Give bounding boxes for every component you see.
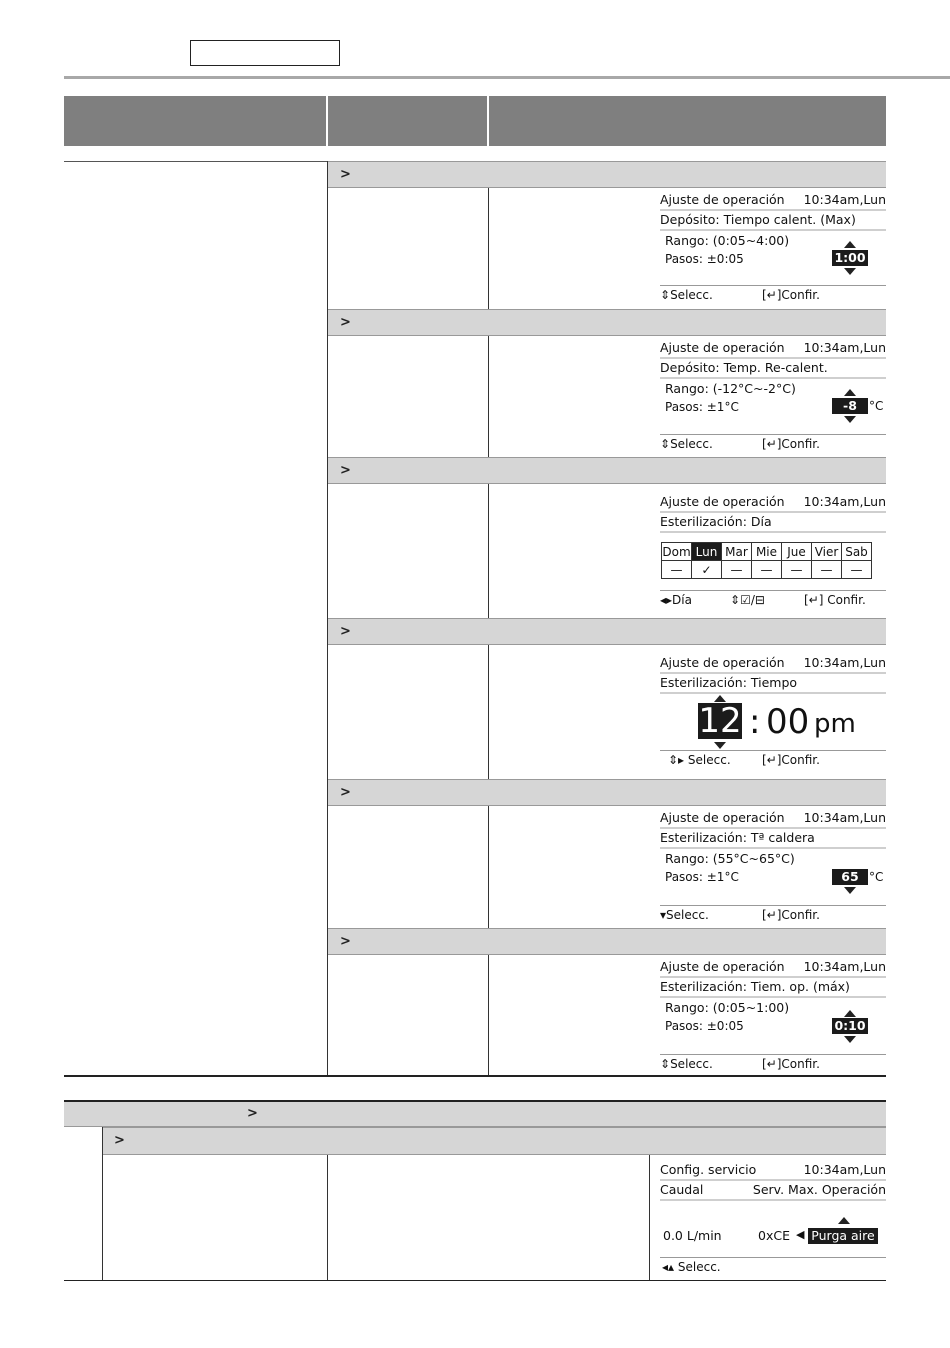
top-divider bbox=[64, 76, 950, 79]
chevron-right-icon: > bbox=[340, 934, 351, 949]
select-hint: ◂▴ Selecc. bbox=[662, 1260, 721, 1274]
screen-subheader bbox=[660, 1182, 886, 1197]
section-row bbox=[328, 928, 886, 955]
screen-divider bbox=[660, 229, 886, 231]
value-box: 1:00 bbox=[832, 250, 868, 266]
confirm-hint: [↵]Confir. bbox=[762, 908, 820, 922]
chevron-right-icon: > bbox=[247, 1106, 258, 1121]
section-row bbox=[64, 1100, 886, 1127]
range-text: Rango: (0:05~1:00) bbox=[665, 1000, 790, 1015]
arrow-up-icon bbox=[844, 389, 856, 396]
day-hint-label: Día bbox=[672, 593, 692, 607]
day-grid bbox=[661, 542, 872, 579]
hour-value: 12 bbox=[698, 701, 742, 741]
screen-title: Ajuste de operación bbox=[660, 655, 785, 670]
arrow-up-icon bbox=[844, 1010, 856, 1017]
section-row bbox=[328, 457, 886, 484]
day-cell[interactable]: Sab bbox=[842, 543, 872, 561]
screen-divider bbox=[660, 976, 886, 978]
chevron-right-icon: > bbox=[114, 1133, 125, 1148]
select-label: Selecc. bbox=[670, 288, 713, 302]
flow-value: 0.0 L/min bbox=[663, 1228, 722, 1243]
check-cell[interactable]: — bbox=[842, 561, 872, 579]
check-cell[interactable]: ✓ bbox=[692, 561, 722, 579]
arrow-down-icon bbox=[844, 887, 856, 894]
header-separator bbox=[487, 96, 489, 146]
day-cell[interactable]: Mie bbox=[752, 543, 782, 561]
range-text: Rango: (0:05~4:00) bbox=[665, 233, 790, 248]
screen-divider bbox=[660, 531, 886, 533]
screen-divider bbox=[660, 827, 886, 829]
unit-label: °C bbox=[869, 870, 884, 884]
chevron-right-icon: > bbox=[340, 624, 351, 639]
screen-divider bbox=[660, 377, 886, 379]
column-divider bbox=[327, 1155, 328, 1280]
arrow-down-icon bbox=[844, 268, 856, 275]
confirm-hint: [↵] Confir. bbox=[804, 593, 866, 607]
day-cell[interactable]: Vier bbox=[812, 543, 842, 561]
range-text: Rango: (-12°C~-2°C) bbox=[665, 381, 796, 396]
screen-time: 10:34am,Lun bbox=[803, 810, 886, 825]
table-rule bbox=[64, 1280, 886, 1281]
check-cell[interactable]: — bbox=[722, 561, 752, 579]
arrow-up-icon bbox=[844, 241, 856, 248]
screen-divider bbox=[660, 672, 886, 674]
chevron-right-icon: > bbox=[340, 785, 351, 800]
screen-time: 10:34am,Lun bbox=[803, 655, 886, 670]
screen-header bbox=[660, 810, 886, 825]
screen-time: 10:34am,Lun bbox=[803, 192, 886, 207]
screen-divider bbox=[660, 285, 886, 286]
screen-header bbox=[660, 494, 886, 509]
arrow-down-icon bbox=[844, 416, 856, 423]
value-box: 0:10 bbox=[832, 1018, 868, 1034]
flow-label: Caudal bbox=[660, 1182, 704, 1197]
lcd-screen-boiler-temp bbox=[660, 810, 886, 924]
screen-subtitle: Depósito: Tiempo calent. (Max) bbox=[660, 212, 856, 227]
range-text: Rango: (55°C~65°C) bbox=[665, 851, 795, 866]
check-hint-label: ☑/⊟ bbox=[740, 593, 765, 607]
check-cell[interactable]: — bbox=[662, 561, 692, 579]
screen-title: Ajuste de operación bbox=[660, 959, 785, 974]
ampm-value: pm bbox=[814, 709, 856, 739]
select-hint: ⇕Selecc. bbox=[660, 1057, 713, 1071]
select-hint: ▾Selecc. bbox=[660, 908, 709, 922]
select-label: Selecc. bbox=[670, 1057, 713, 1071]
day-header-row bbox=[662, 543, 872, 561]
screen-divider bbox=[660, 692, 886, 694]
screen-time: 10:34am,Lun bbox=[803, 959, 886, 974]
screen-header bbox=[660, 959, 886, 974]
screen-divider bbox=[660, 1257, 886, 1258]
screen-subtitle: Esterilización: Tiem. op. (máx) bbox=[660, 979, 850, 994]
select-hint: ⇕Selecc. bbox=[660, 288, 713, 302]
day-cell-selected[interactable]: Lun bbox=[692, 543, 722, 561]
confirm-hint: [↵]Confir. bbox=[762, 437, 820, 451]
screen-header bbox=[660, 655, 886, 670]
arrow-down-icon bbox=[844, 1036, 856, 1043]
check-cell[interactable]: — bbox=[752, 561, 782, 579]
lcd-screen-heating-time bbox=[660, 192, 886, 306]
screen-subtitle: Esterilización: Tª caldera bbox=[660, 830, 815, 845]
lcd-screen-sterilization-day bbox=[660, 494, 886, 612]
arrow-up-icon bbox=[838, 1217, 850, 1224]
confirm-hint: [↵]Confir. bbox=[762, 753, 820, 767]
column-divider bbox=[649, 1155, 650, 1280]
lcd-screen-operation-time bbox=[660, 959, 886, 1073]
screen-header bbox=[660, 340, 886, 355]
header-separator bbox=[326, 96, 328, 146]
value-box: 65 bbox=[832, 869, 868, 885]
screen-divider bbox=[660, 590, 886, 591]
check-hint: ⇕☑/⊟ bbox=[730, 593, 765, 607]
table-header bbox=[64, 96, 886, 146]
chevron-right-icon: > bbox=[340, 463, 351, 478]
lcd-screen-sterilization-time bbox=[660, 655, 886, 773]
section-row bbox=[328, 618, 886, 645]
screen-divider bbox=[660, 847, 886, 849]
chevron-right-icon: > bbox=[340, 315, 351, 330]
section-row bbox=[328, 309, 886, 336]
blank-label-box bbox=[190, 40, 340, 66]
day-check-row bbox=[662, 561, 872, 579]
screen-title: Config. servicio bbox=[660, 1162, 757, 1177]
screen-title: Ajuste de operación bbox=[660, 192, 785, 207]
lcd-screen-reheat-temp bbox=[660, 340, 886, 454]
screen-divider bbox=[660, 357, 886, 359]
column-divider bbox=[102, 1127, 103, 1280]
screen-subtitle: Esterilización: Día bbox=[660, 514, 772, 529]
screen-title: Ajuste de operación bbox=[660, 810, 785, 825]
day-cell[interactable]: Jue bbox=[782, 543, 812, 561]
minute-value: 00 bbox=[766, 702, 810, 742]
select-label: Selecc. bbox=[670, 437, 713, 451]
screen-subtitle: Esterilización: Tiempo bbox=[660, 675, 798, 690]
screen-divider bbox=[660, 209, 886, 211]
select-label: Selecc. bbox=[687, 753, 731, 767]
mode-label: Serv. Max. Operación bbox=[752, 1182, 886, 1197]
select-label: Selecc. bbox=[666, 908, 709, 922]
steps-text: Pasos: ±0:05 bbox=[665, 252, 744, 266]
section-row bbox=[328, 779, 886, 806]
screen-divider bbox=[660, 750, 886, 751]
table-rule bbox=[64, 1075, 886, 1077]
subsection-row bbox=[102, 1127, 886, 1155]
confirm-hint: [↵]Confir. bbox=[762, 288, 820, 302]
steps-text: Pasos: ±0:05 bbox=[665, 1019, 744, 1033]
day-cell[interactable]: Mar bbox=[722, 543, 752, 561]
screen-time: 10:34am,Lun bbox=[803, 340, 886, 355]
section-row bbox=[328, 161, 886, 188]
steps-text: Pasos: ±1°C bbox=[665, 400, 739, 414]
screen-divider bbox=[660, 511, 886, 513]
day-hint: ◂▸Día bbox=[660, 593, 692, 607]
screen-subtitle: Depósito: Temp. Re-calent. bbox=[660, 360, 828, 375]
day-cell[interactable]: Dom bbox=[662, 544, 691, 559]
screen-divider bbox=[660, 1179, 886, 1181]
steps-text: Pasos: ±1°C bbox=[665, 870, 739, 884]
screen-header bbox=[660, 192, 886, 207]
screen-divider bbox=[660, 905, 886, 906]
screen-title: Ajuste de operación bbox=[660, 340, 785, 355]
screen-time: 10:34am,Lun bbox=[803, 494, 886, 509]
select-hint: ⇕▸ Selecc. bbox=[668, 753, 731, 767]
check-cell[interactable]: — bbox=[812, 561, 842, 579]
code-value: 0xCE bbox=[758, 1228, 790, 1243]
arrow-left-icon: ◀ bbox=[796, 1228, 805, 1241]
value-box: -8 bbox=[832, 398, 868, 414]
lcd-screen-service-config bbox=[660, 1162, 886, 1276]
screen-divider bbox=[660, 996, 886, 998]
screen-title: Ajuste de operación bbox=[660, 494, 785, 509]
time-separator: : bbox=[749, 702, 761, 742]
screen-time: 10:34am,Lun bbox=[803, 1162, 886, 1177]
unit-label: °C bbox=[869, 399, 884, 413]
screen-divider bbox=[660, 1199, 886, 1201]
select-label: Selecc. bbox=[677, 1260, 721, 1274]
check-cell[interactable]: — bbox=[782, 561, 812, 579]
confirm-hint: [↵]Confir. bbox=[762, 1057, 820, 1071]
chevron-right-icon: > bbox=[340, 167, 351, 182]
screen-divider bbox=[660, 1054, 886, 1055]
arrow-down-icon bbox=[714, 742, 726, 749]
select-hint: ⇕Selecc. bbox=[660, 437, 713, 451]
screen-header bbox=[660, 1162, 886, 1177]
value-box: Purga aire bbox=[808, 1228, 878, 1244]
screen-divider bbox=[660, 434, 886, 435]
